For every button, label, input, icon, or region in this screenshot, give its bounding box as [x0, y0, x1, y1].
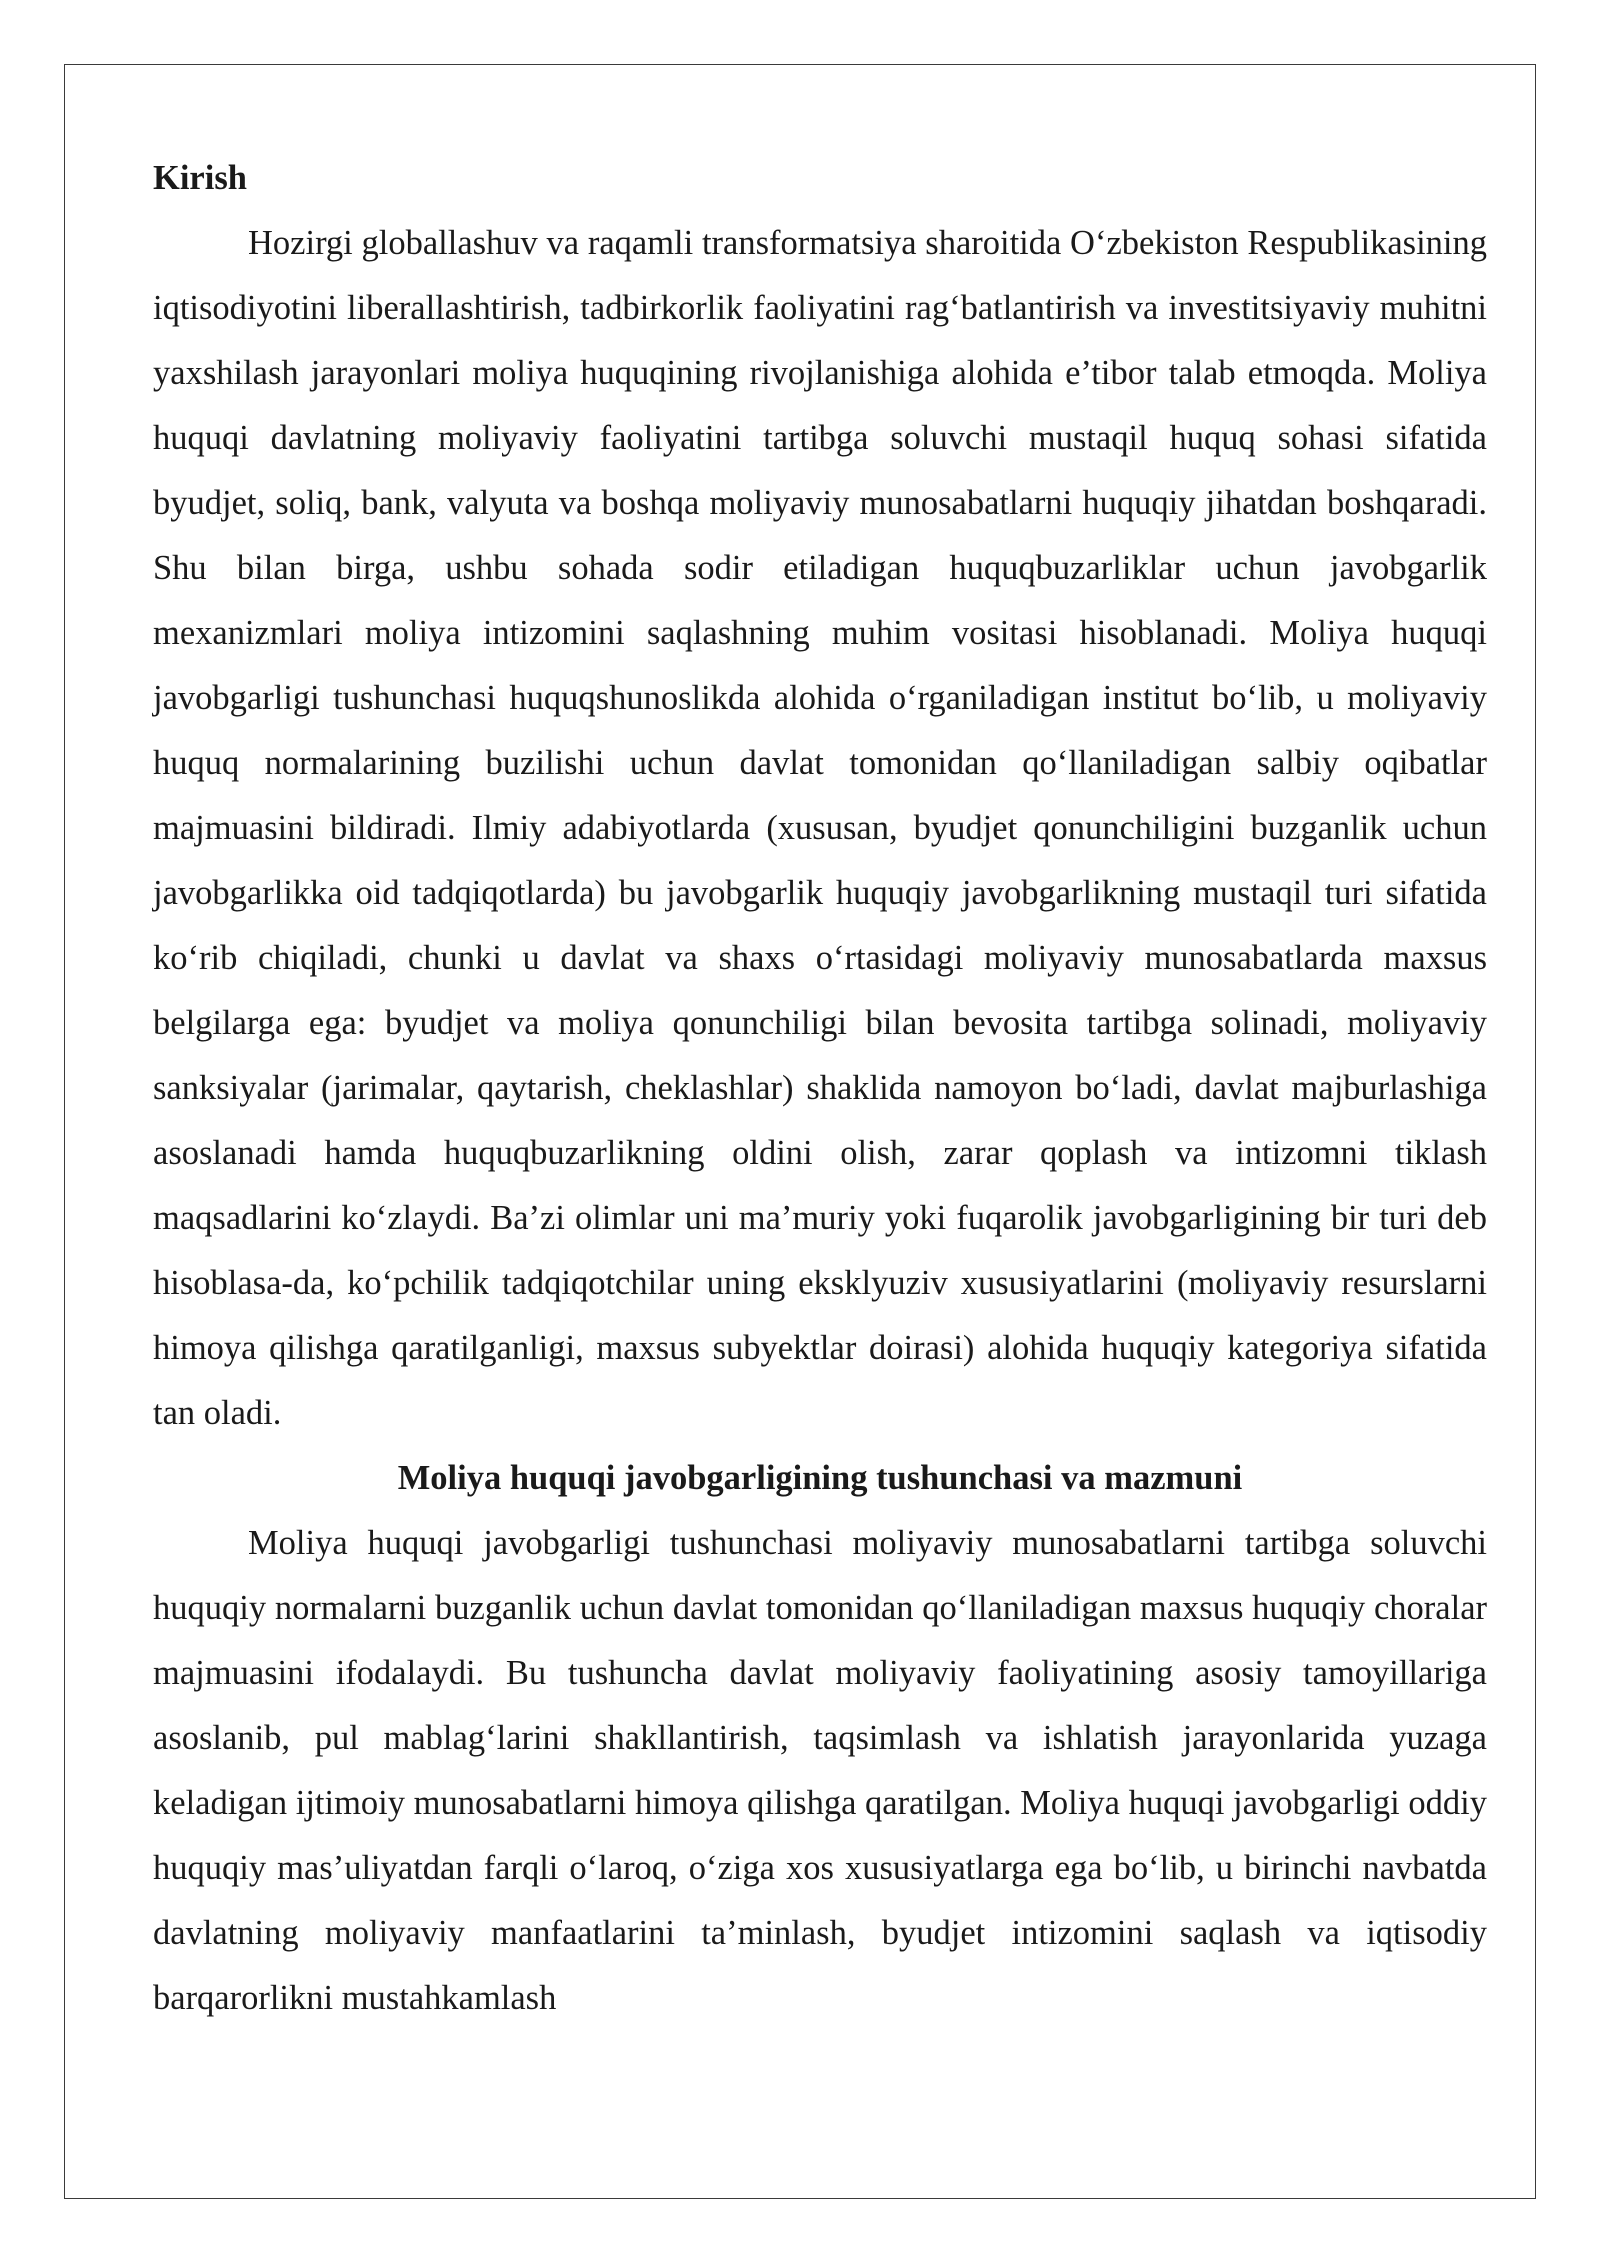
heading-intro: Kirish	[153, 159, 247, 197]
paragraph-section: Moliya huquqi javobgarligi tushunchasi moliyaviy munosabatlarni tartibga soluvchi huquqiy normalarni buzganlik uchun davlat tomonidan qo‘llaniladigan maxsus huquqiy choralar majmuasini ifodalaydi. Bu tushuncha davlat moliyaviy faoliyatining asosiy tamoyillariga asoslanib, pul mablag‘larini shakllantirish, taqsimlash va ishlatish jarayonlarida yuzaga keladigan ijtimoiy munosabatlarni himoya qilishga qaratilgan. Moliya huquqi javobgarligi oddiy huquqiy mas’uliyatdan farqli o‘laroq, o‘ziga xos xususiyatlarga ega bo‘lib, u birinchi navbatda davlatning moliyaviy manfaatlarini ta’minlash, byudjet intizomini saqlash va iqtisodiy barqarorlikni mustahkamlash	[153, 1524, 1487, 2017]
heading-section: Moliya huquqi javobgarligining tushunchasi va mazmuni	[397, 1459, 1243, 1497]
document-body	[153, 146, 1487, 2031]
paragraph-intro: Hozirgi globallashuv va raqamli transformatsiya sharoitida O‘zbekiston Respublikasining iqtisodiyotini liberallashtirish, tadbirkorlik faoliyatini rag‘batlantirish va investitsiyaviy muhitni yaxshilash jarayonlari moliya huquqining rivojlanishiga alohida e’tibor talab etmoqda. Moliya huquqi davlatning moliyaviy faoliyatini tartibga soluvchi mustaqil huquq sohasi sifatida byudjet, soliq, bank, valyuta va boshqa moliyaviy munosabatlarni huquqiy jihatdan boshqaradi. Shu bilan birga, ushbu sohada sodir etiladigan huquqbuzarliklar uchun javobgarlik mexanizmlari moliya intizomini saqlashning muhim vositasi hisoblanadi. Moliya huquqi javobgarligi tushunchasi huquqshunoslikda alohida o‘rganiladigan institut bo‘lib, u moliyaviy huquq normalarining buzilishi uchun davlat tomonidan qo‘llaniladigan salbiy oqibatlar majmuasini bildiradi. Ilmiy adabiyotlarda (xususan, byudjet qonunchiligini buzganlik uchun javobgarlikka oid tadqiqotlarda) bu javobgarlik huquqiy javobgarlikning mustaqil turi sifatida ko‘rib chiqiladi, chunki u davlat va shaxs o‘rtasidagi moliyaviy munosabatlarda maxsus belgilarga ega: byudjet va moliya qonunchiligi bilan bevosita tartibga solinadi, moliyaviy sanksiyalar (jarimalar, qaytarish, cheklashlar) shaklida namoyon bo‘ladi, davlat majburlashiga asoslanadi hamda huquqbuzarlikning oldini olish, zarar qoplash va intizomni tiklash maqsadlarini ko‘zlaydi. Ba’zi olimlar uni ma’muriy yoki fuqarolik javobgarligining bir turi deb hisoblasa-da, ko‘pchilik tadqiqotchilar uning eksklyuziv xususiyatlarini (moliyaviy resurslarni himoya qilishga qaratilganligi, maxsus subyektlar doirasi) alohida huquqiy kategoriya sifatida tan oladi.	[153, 224, 1487, 1432]
